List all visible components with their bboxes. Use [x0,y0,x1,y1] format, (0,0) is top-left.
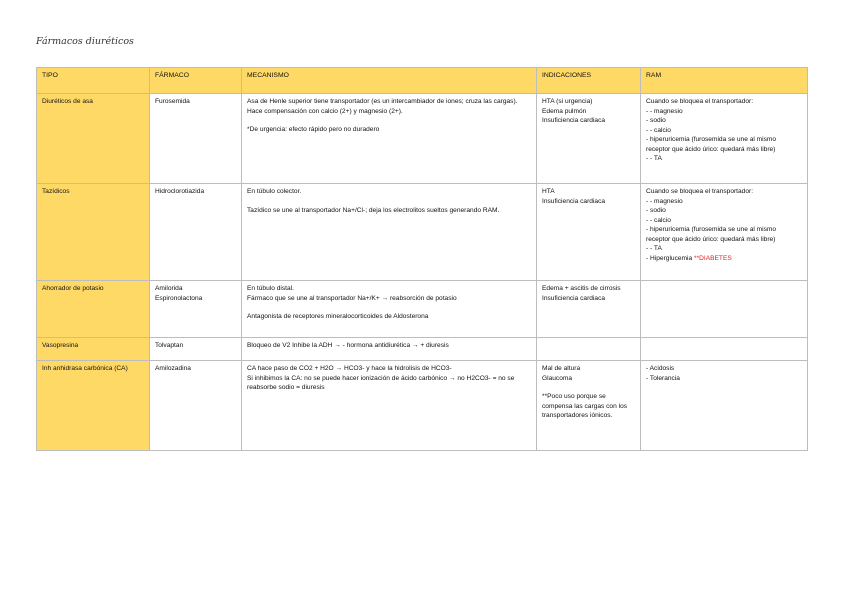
cell-tipo: Vasopresina [37,338,150,361]
cell-line: Asa de Henle superior tiene transportador (es un intercambiador de iones; cruza las cargas). [247,98,518,105]
cell-mecanismo [242,281,537,338]
document-title: Fármacos diuréticos [36,36,134,47]
cell-indicaciones [537,281,641,338]
cell-farmaco [150,281,242,338]
cell-indicaciones [537,94,641,184]
cell-ram [641,338,808,361]
cell-line: - Tolerancia [646,374,680,382]
cell-indicaciones [537,361,641,451]
cell-line: Antagonista de receptores mineralocorticoides de Aldosterona [247,313,429,321]
header-indicaciones: INDICACIONES [537,68,641,94]
cell-line: - Acidosis [646,365,675,372]
cell-line: *De urgencia: efecto rápido pero no duradero [247,126,380,134]
cell-tipo: Tazídicos [37,184,150,281]
table-row [37,184,808,281]
cell-line: - - calcio [646,216,671,224]
cell-line: Espironolactona [155,294,203,302]
table-row [37,361,808,451]
table-row [37,338,808,361]
header-ram: RAM [641,68,808,94]
cell-line: - hiperuricemia (furosemida se une al mismo receptor que ácido úrico: quedará más libre) [646,136,777,153]
cell-line: - sodio [646,207,666,215]
diabetes-highlight: **DIABETES [694,254,732,262]
header-farmaco: FÁRMACO [150,68,242,94]
cell-farmaco [150,338,242,361]
hiperglucemia-text: - Hiperglucemia [646,254,695,262]
cell-line: Amilozadina [155,365,191,372]
table-row [37,94,808,184]
cell-mecanismo [242,361,537,451]
cell-indicaciones [537,184,641,281]
cell-line: Mal de altura [542,365,581,372]
cell-line: En túbulo distal. [247,285,294,292]
header-mecanismo: MECANISMO [242,68,537,94]
cell-line: Insuficiencia cardiaca [542,294,606,302]
cell-line: En túbulo colector. [247,188,302,195]
cell-line: Bloqueo de V2 Inhibe la ADH → - hormona antidiurética → + diuresis [247,342,449,349]
cell-mecanismo [242,184,537,281]
cell-line: Glaucoma [542,374,573,382]
cell-line: Hace compensación con calcio (2+) y magnesio (2+). [247,107,403,115]
cell-line: - - TA [646,245,662,253]
line-gap [542,383,635,392]
cell-line: Tazídico se une al transportador Na+/Cl-; deja los electrolitos sueltos generando RAM. [247,206,500,214]
cell-line: Insuficiencia cardiaca [542,197,606,205]
cell-tipo: Diuréticos de asa [37,94,150,184]
cell-line: CA hace paso de CO2 + H2O → HCO3- y hace la hidrolisis de HCO3- [247,365,452,372]
cell-line: Amilorida [155,285,183,292]
table-row [37,281,808,338]
cell-tipo: Ahorrador de potasio [37,281,150,338]
cell-line: - - calcio [646,126,671,134]
cell-line: Edema + ascitis de cirrosis [542,285,621,292]
cell-ram [641,184,808,281]
cell-mecanismo [242,94,537,184]
cell-line: Furosemida [155,98,190,105]
cell-line [646,254,802,264]
cell-line: - - TA [646,155,662,163]
line-gap [247,116,531,125]
diuretics-table [36,67,808,451]
cell-ram [641,361,808,451]
cell-line: - - magnesio [646,197,683,205]
cell-line: Edema pulmón [542,107,587,115]
cell-line: **Poco uso porque se compensa las cargas con los transportadores iónicos. [542,393,628,420]
cell-tipo: Inh anhidrasa carbónica (CA) [37,361,150,451]
cell-line: HTA [542,188,555,195]
cell-line: Tolvaptan [155,342,184,349]
cell-farmaco [150,361,242,451]
cell-line: - - magnesio [646,107,683,115]
cell-line: - hiperuricemia (furosemida se une al mismo receptor que ácido úrico: quedará más libre) [646,226,777,243]
cell-line: HTA (si urgencia) [542,98,593,105]
cell-line: Fármaco que se une al transportador Na+/K+ → reabsorción de potasio [247,294,457,302]
cell-farmaco [150,94,242,184]
line-gap [247,197,531,206]
cell-line: Insuficiencia cardiaca [542,117,606,125]
line-gap [247,303,531,312]
cell-mecanismo [242,338,537,361]
cell-line: Cuando se bloquea el transportador: [646,188,754,195]
cell-ram [641,281,808,338]
cell-indicaciones [537,338,641,361]
cell-line: Cuando se bloquea el transportador: [646,98,754,105]
cell-ram [641,94,808,184]
cell-farmaco [150,184,242,281]
cell-line: Si inhibimos la CA: no se puede hacer ionización de ácido carbónico → no H2CO3- = no se reabsorbe sodio = diuresis [247,374,515,392]
cell-line: Hidroclorotiazida [155,188,205,195]
cell-line: - sodio [646,117,666,125]
table-header-row [37,68,808,94]
header-tipo: TIPO [37,68,150,94]
